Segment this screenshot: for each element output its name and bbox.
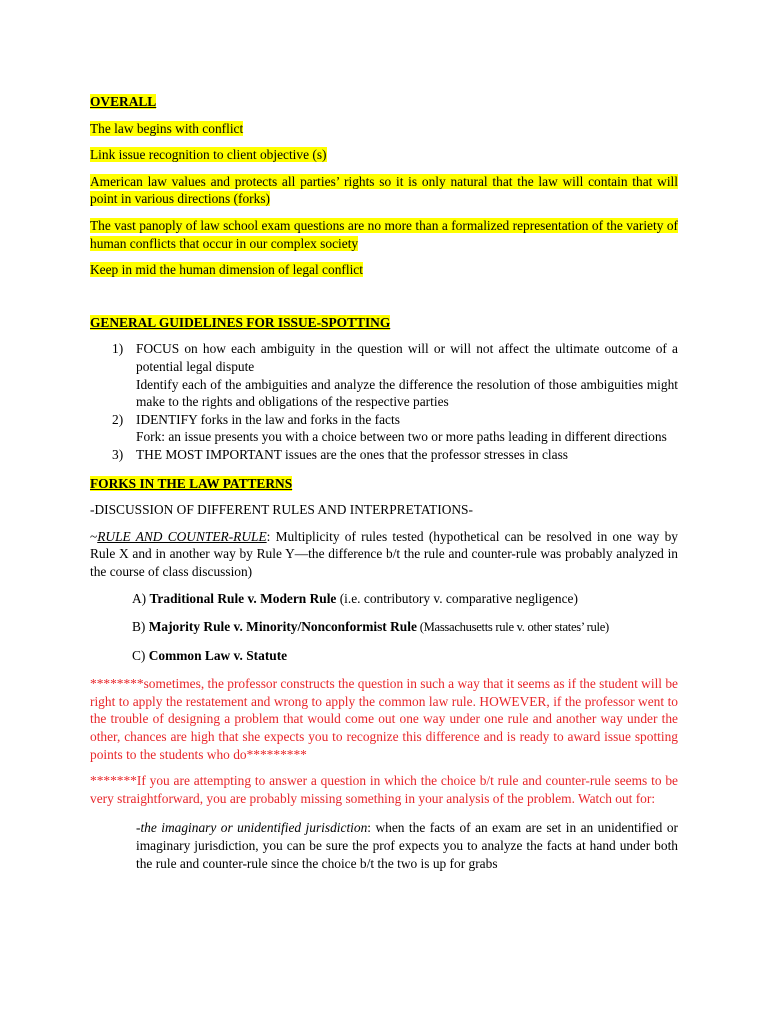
overall-heading: OVERALL [90, 94, 157, 109]
overall-line-3: American law values and protects all parties’ rights so it is only natural that the law will contain that will point in various directions (forks) [90, 173, 678, 207]
jurisdiction-paragraph [90, 819, 678, 872]
warning-paragraph-1: ********sometimes, the professor constructs the question in such a way that it seems as if the student will be right to apply the restatement and wrong to apply the common law rule. HOWEVER, if the professor went to the trouble of designing a problem that would come out one way under one rule and another way under the other, chances are high that she expects you to recognize this difference and is ready to award issue spotting points to the students who do********* [90, 676, 678, 762]
rule-letter: B) [132, 619, 146, 635]
guideline-item [90, 446, 678, 464]
guideline-text: Fork: an issue presents you with a choice between two or more paths leading in different directions [136, 429, 667, 445]
rule-item-b [90, 618, 678, 637]
rule-counter-rule-paragraph [90, 528, 678, 581]
guideline-text: Identify each of the ambiguities and analyze the difference the resolution of those ambiguities might make to the rights and obligations of the respective parties [136, 376, 678, 410]
forks-section [90, 475, 678, 873]
overall-line-4: The vast panoply of law school exam questions are no more than a formalized representation of the variety of human conflicts that occur in our complex society [90, 217, 678, 251]
guideline-number: 1) [112, 341, 124, 357]
guidelines-list [90, 340, 678, 463]
overall-line-2: Link issue recognition to client objective (s) [90, 147, 327, 163]
guideline-text: FOCUS on how each ambiguity in the question will or will not affect the ultimate outcome of a potential legal dispute [136, 341, 678, 374]
rule-item-a [90, 590, 678, 608]
guidelines-heading: GENERAL GUIDELINES FOR ISSUE-SPOTTING [90, 314, 391, 330]
guideline-item [90, 411, 678, 446]
rule-letter: C) [132, 647, 146, 663]
overall-line-5: Keep in mid the human dimension of legal conflict [90, 262, 363, 278]
guidelines-section [90, 314, 678, 464]
guideline-number: 3) [112, 446, 124, 462]
guideline-item [90, 340, 678, 410]
jurisdiction-text: : when the facts of an exam are set in an unidentified or imaginary jurisdiction, you can be sure the prof expects you to analyze the facts at hand under both the rule and counter-rule since the choice b/t the two is up for grabs [136, 820, 678, 871]
forks-subheading: -DISCUSSION OF DIFFERENT RULES AND INTERPRETATIONS- [90, 502, 473, 518]
forks-heading: FORKS IN THE LAW PATTERNS [90, 475, 293, 491]
guideline-text: IDENTIFY forks in the law and forks in the facts [136, 411, 400, 427]
warning-paragraph-2: *******If you are attempting to answer a question in which the choice b/t rule and counter-rule seems to be very straightforward, you are probably missing something in your analysis of the problem. Watch out for: [90, 773, 678, 806]
guideline-text: THE MOST IMPORTANT issues are the ones that the professor stresses in class [136, 446, 569, 462]
jurisdiction-term: -the imaginary or unidentified jurisdiction [136, 820, 368, 836]
rule-prefix: ~ [90, 528, 98, 544]
rule-letter: A) [132, 591, 147, 607]
rule-text: : Multiplicity of rules tested (hypothetical can be resolved in one way by Rule X and in another way by Rule Y—the difference b/t the rule and counter-rule was probably analyzed in the course of class discussion) [90, 528, 678, 579]
rule-note: (i.e. contributory v. comparative negligence) [336, 591, 578, 607]
rule-title: Traditional Rule v. Modern Rule [149, 591, 337, 607]
document-page [90, 88, 678, 872]
overall-line-1: The law begins with conflict [90, 120, 244, 136]
rule-title: Majority Rule v. Minority/Nonconformist Rule [148, 619, 417, 635]
rule-note: (Massachusetts rule v. other states’ rule) [416, 620, 609, 635]
rule-item-c [90, 647, 678, 665]
guideline-number: 2) [112, 411, 124, 427]
rule-term: RULE AND COUNTER-RULE [97, 528, 267, 544]
overall-section [90, 93, 678, 279]
rule-title: Common Law v. Statute [148, 647, 288, 663]
